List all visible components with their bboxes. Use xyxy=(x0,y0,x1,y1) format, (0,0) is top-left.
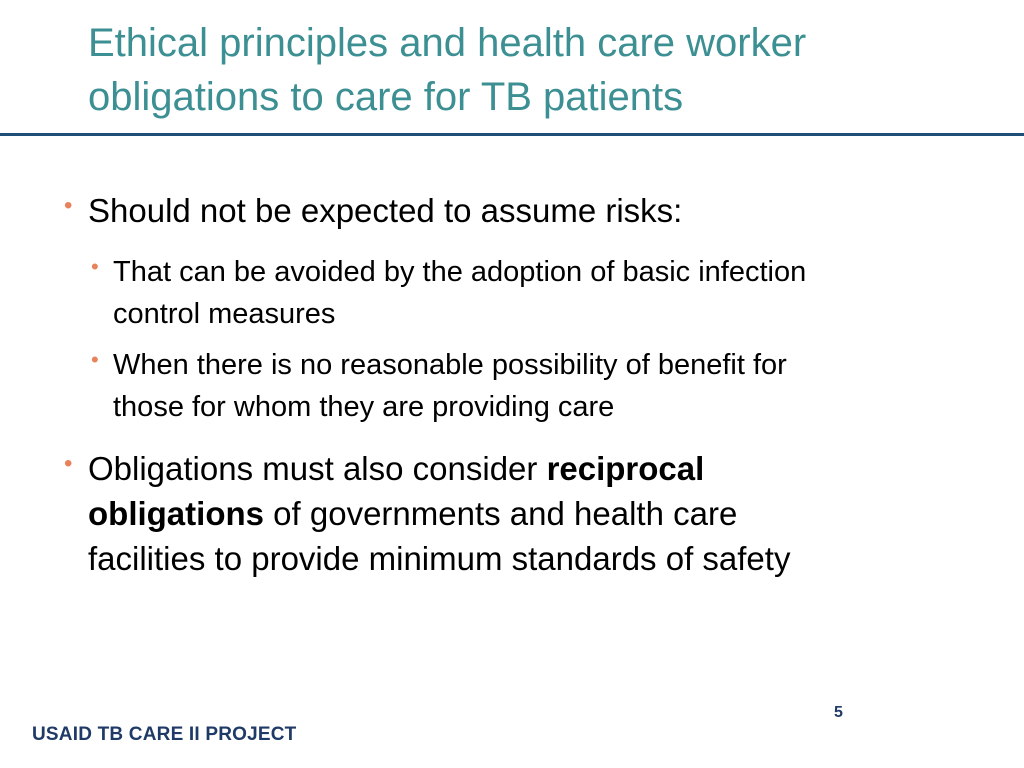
slide-title xyxy=(88,16,988,124)
sub-bullet-text-line-2: those for whom they are providing care xyxy=(113,391,615,423)
title-line-1: Ethical principles and health care worker xyxy=(88,21,807,65)
bullet-text: Should not be expected to assume risks: xyxy=(88,192,683,229)
bullet-dot-icon: • xyxy=(64,192,73,219)
sub-bullet-text-line-1: When there is no reasonable possibility of benefit for xyxy=(113,349,787,381)
bullet-item-1 xyxy=(64,188,968,233)
bullet-text-line-1 xyxy=(88,446,968,491)
bullet-text-line-2 xyxy=(88,491,968,536)
bullet-dot-icon: • xyxy=(91,347,99,372)
sub-bullet-text-line-2: control measures xyxy=(113,298,336,330)
bullet-dot-icon: • xyxy=(64,450,73,477)
bullet-item-2 xyxy=(64,446,968,581)
bullet-text-line-3: facilities to provide minimum standards of safety xyxy=(88,540,791,577)
title-line-2: obligations to care for TB patients xyxy=(88,75,684,119)
bullet-text-bold-2: obligations xyxy=(88,495,264,532)
bullet-text-prefix: Obligations must also consider xyxy=(88,450,547,487)
sub-bullet-item-2 xyxy=(91,344,983,428)
footer-logo-text: USAID TB CARE II PROJECT xyxy=(32,724,297,745)
bullet-text-after-bold: of governments and health care xyxy=(264,495,738,532)
sub-bullet-text-line-1: That can be avoided by the adoption of basic infection xyxy=(113,256,807,288)
bullet-dot-icon: • xyxy=(91,254,99,279)
title-divider xyxy=(0,133,1024,136)
page-number: 5 xyxy=(834,704,843,721)
sub-bullet-item-1 xyxy=(91,251,983,335)
bullet-text-bold-1: reciprocal xyxy=(546,450,705,487)
